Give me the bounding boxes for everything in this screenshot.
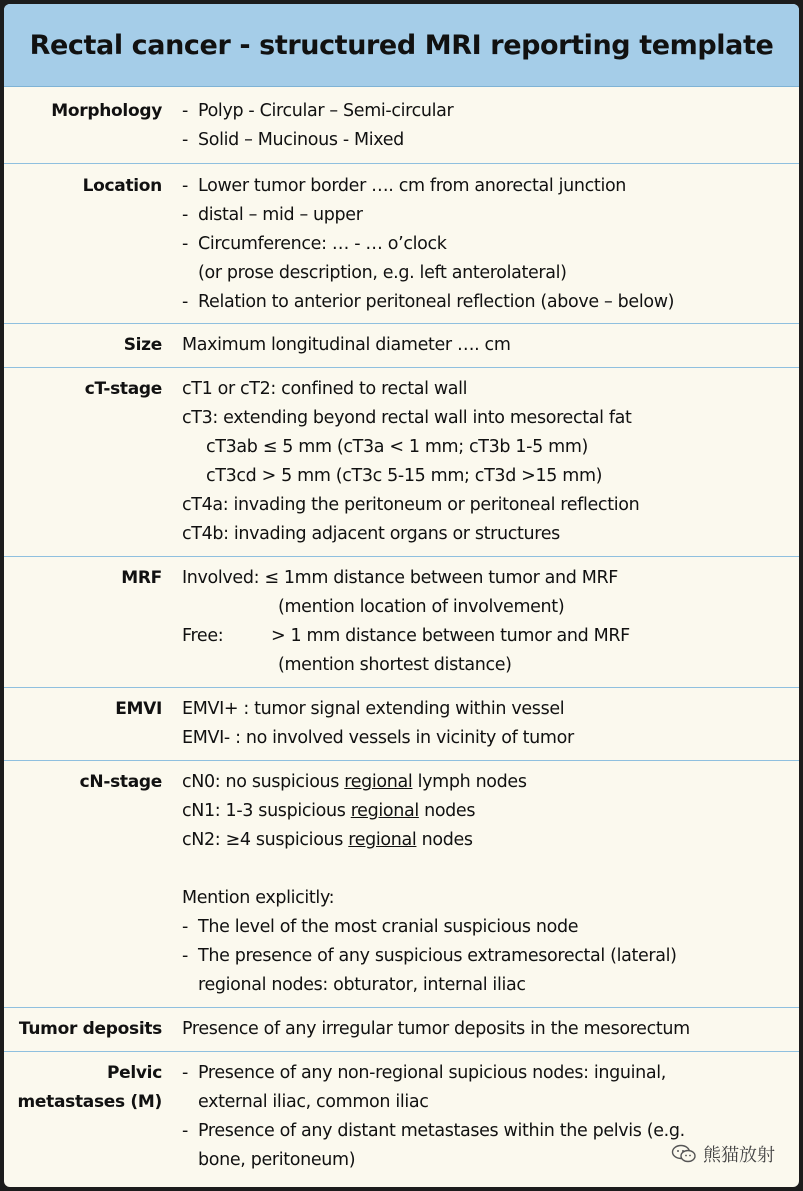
- row-content: [182, 172, 799, 323]
- row-content: [182, 695, 799, 760]
- list-item: (mention location of involvement): [278, 597, 565, 617]
- list-item: cT3: extending beyond rectal wall into mesorectal fat: [182, 408, 632, 428]
- row-label: Tumor deposits: [18, 1019, 162, 1039]
- wechat-icon: [671, 1144, 697, 1164]
- row-label-line: Pelvic: [106, 1063, 162, 1083]
- list-item: - distal – mid – upper: [182, 205, 363, 225]
- list-item: cT4b: invading adjacent organs or structures: [182, 524, 560, 544]
- row-label: [4, 1059, 182, 1182]
- row-ct-stage: [4, 368, 799, 557]
- list-item: bone, peritoneum): [198, 1150, 356, 1170]
- list-item: EMVI+ : tumor signal extending within vessel: [182, 699, 565, 719]
- row-label: cT-stage: [84, 379, 162, 399]
- list-item: cN0: no suspicious regional lymph nodes: [182, 772, 527, 792]
- row-morphology: [4, 87, 799, 164]
- list-item: cT4a: invading the peritoneum or peritoneal reflection: [182, 495, 640, 515]
- row-label: EMVI: [115, 699, 162, 719]
- list-item: Free: > 1 mm distance between tumor and MRF: [182, 626, 630, 646]
- list-item: Mention explicitly:: [182, 888, 335, 908]
- row-cn-stage: [4, 761, 799, 1008]
- row-label: Size: [123, 335, 162, 355]
- template-card: [4, 4, 799, 1187]
- row-label: cN-stage: [79, 772, 162, 792]
- list-item: (or prose description, e.g. left anterolateral): [198, 263, 567, 283]
- list-item: - Lower tumor border …. cm from anorectal junction: [182, 176, 627, 196]
- row-content: [182, 768, 799, 1007]
- list-item: cN2: ≥4 suspicious regional nodes: [182, 830, 473, 850]
- watermark: [671, 1141, 775, 1167]
- list-item: - Solid – Mucinous - Mixed: [182, 130, 404, 150]
- list-item: cT1 or cT2: confined to rectal wall: [182, 379, 468, 399]
- list-item: Presence of any irregular tumor deposits in the mesorectum: [182, 1019, 690, 1039]
- list-item: external iliac, common iliac: [198, 1092, 429, 1112]
- row-content: [182, 375, 799, 556]
- list-item: - The presence of any suspicious extramesorectal (lateral): [182, 946, 677, 966]
- row-content: [182, 564, 799, 687]
- row-content: [182, 97, 799, 163]
- spacer: [182, 855, 793, 884]
- row-label: MRF: [121, 568, 162, 588]
- row-location: [4, 164, 799, 324]
- list-item: - Relation to anterior peritoneal reflection (above – below): [182, 292, 675, 312]
- list-item: cT3ab ≤ 5 mm (cT3a < 1 mm; cT3b 1-5 mm): [206, 437, 588, 457]
- row-label: Location: [82, 176, 162, 196]
- watermark-text: 熊猫放射: [703, 1145, 775, 1166]
- page-title: Rectal cancer - structured MRI reporting template: [29, 29, 774, 61]
- list-item: - Circumference: … - … o’clock: [182, 234, 447, 254]
- list-item: - Polyp - Circular – Semi-circular: [182, 101, 454, 121]
- list-item: EMVI- : no involved vessels in vicinity of tumor: [182, 728, 574, 748]
- list-item: Involved: ≤ 1mm distance between tumor and MRF: [182, 568, 619, 588]
- row-label-line: metastases (M): [17, 1092, 162, 1112]
- title-bar: [4, 4, 799, 87]
- row-size: [4, 324, 799, 368]
- row-emvi: [4, 688, 799, 761]
- row-content: [182, 1015, 799, 1051]
- template-rows: [4, 87, 799, 1182]
- list-item: (mention shortest distance): [278, 655, 512, 675]
- list-item: cT3cd > 5 mm (cT3c 5-15 mm; cT3d >15 mm): [206, 466, 603, 486]
- list-item: Maximum longitudinal diameter …. cm: [182, 335, 511, 355]
- list-item: cN1: 1-3 suspicious regional nodes: [182, 801, 476, 821]
- row-tumor-deposits: [4, 1008, 799, 1052]
- list-item: - Presence of any distant metastases within the pelvis (e.g.: [182, 1121, 685, 1141]
- row-content: [182, 331, 799, 367]
- list-item: regional nodes: obturator, internal iliac: [198, 975, 526, 995]
- row-label: Morphology: [51, 101, 162, 121]
- list-item: - Presence of any non-regional supicious nodes: inguinal,: [182, 1063, 667, 1083]
- list-item: - The level of the most cranial suspicious node: [182, 917, 579, 937]
- row-mrf: [4, 557, 799, 688]
